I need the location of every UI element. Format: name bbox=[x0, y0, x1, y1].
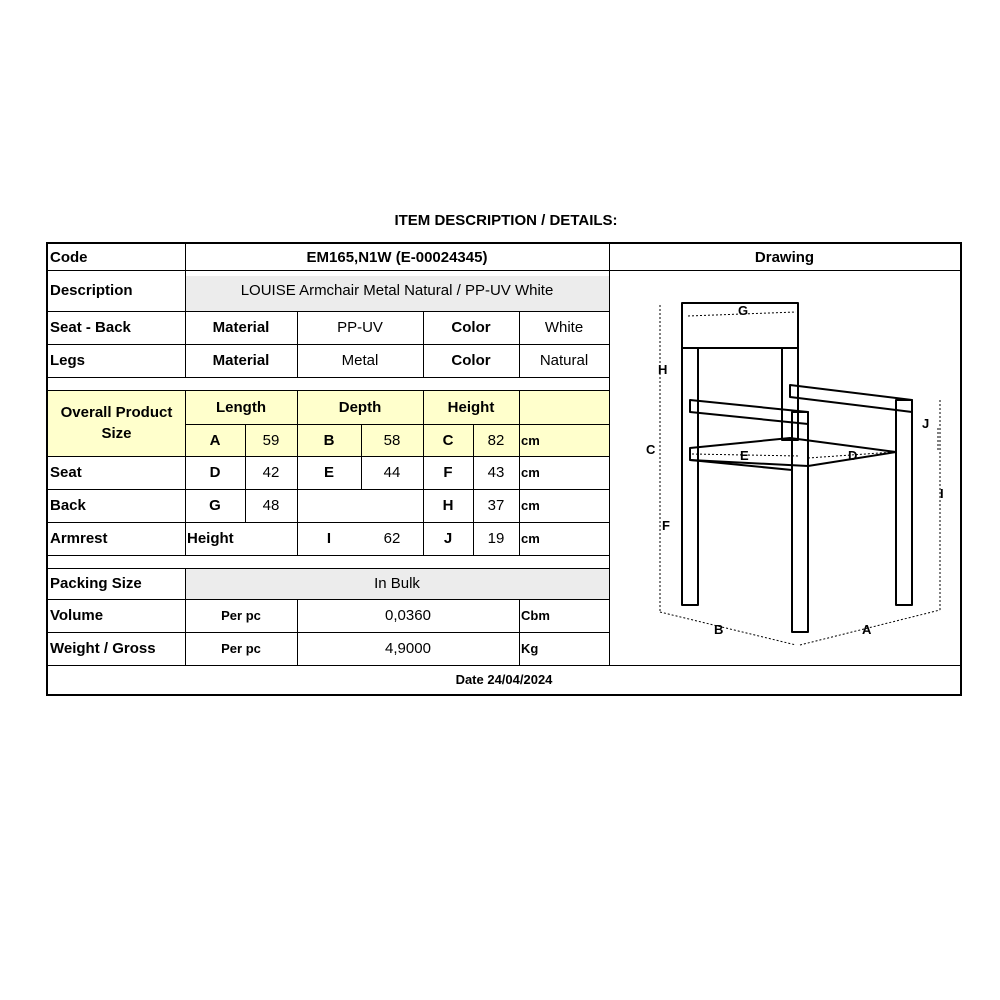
left-armrest bbox=[690, 400, 808, 424]
legs-material: Metal bbox=[341, 352, 379, 369]
front-left-post bbox=[792, 412, 808, 632]
j-letter: J bbox=[443, 530, 453, 547]
j-value: 19 bbox=[487, 530, 505, 547]
h-letter: H bbox=[442, 497, 454, 514]
volume-value: 0,0360 bbox=[385, 607, 431, 624]
seat-back-material-label: Material bbox=[212, 319, 270, 336]
drawing-label-g: G bbox=[738, 303, 749, 318]
g-letter: G bbox=[209, 497, 221, 514]
b-value: 58 bbox=[383, 431, 401, 449]
seat-label: Seat bbox=[50, 464, 82, 481]
seat-unit: cm bbox=[521, 465, 540, 480]
page-title: ITEM DESCRIPTION / DETAILS: bbox=[394, 212, 618, 229]
height-header: Height bbox=[447, 398, 495, 416]
code-label: Code bbox=[50, 248, 88, 266]
packing-label: Packing Size bbox=[50, 575, 142, 592]
drawing-label-d: D bbox=[848, 448, 858, 463]
e-value: 44 bbox=[383, 464, 401, 481]
front-right-post bbox=[896, 400, 912, 605]
overall-size-label-line1: Overall Product bbox=[60, 404, 173, 421]
i-value: 62 bbox=[383, 530, 401, 547]
armrest-height-label: Height bbox=[187, 530, 234, 547]
description-label: Description bbox=[50, 282, 133, 299]
e-letter: E bbox=[323, 464, 334, 481]
code-value: EM165,N1W (E-00024345) bbox=[306, 248, 488, 266]
seat-back-label: Seat - Back bbox=[50, 319, 131, 336]
weight-per: Per pc bbox=[221, 641, 261, 656]
drawing-label-j: J bbox=[922, 416, 930, 431]
volume-unit: Cbm bbox=[521, 608, 550, 623]
overall-unit: cm bbox=[521, 432, 540, 448]
armrest-unit: cm bbox=[521, 531, 540, 546]
drawing-label-h: H bbox=[658, 362, 668, 377]
back-label: Back bbox=[50, 497, 86, 514]
seat-back-color-label: Color bbox=[451, 319, 491, 336]
overall-size-label bbox=[48, 390, 185, 456]
description-value: LOUISE Armchair Metal Natural / PP-UV White bbox=[240, 282, 554, 299]
right-armrest bbox=[790, 385, 912, 412]
b-letter: B bbox=[323, 431, 335, 449]
d-value: 42 bbox=[262, 464, 280, 481]
drawing-label-i: I bbox=[940, 486, 944, 501]
weight-unit: Kg bbox=[521, 641, 539, 656]
legs-color: Natural bbox=[539, 352, 589, 369]
chair-drawing bbox=[612, 272, 958, 660]
seat-back-color: White bbox=[544, 319, 584, 336]
back-unit: cm bbox=[521, 498, 540, 513]
d-letter: D bbox=[209, 464, 221, 481]
g-value: 48 bbox=[262, 497, 280, 514]
legs-label: Legs bbox=[50, 352, 86, 369]
i-letter: I bbox=[326, 530, 332, 547]
a-value: 59 bbox=[262, 431, 280, 449]
armrest-label: Armrest bbox=[50, 530, 108, 547]
drawing-label-f: F bbox=[662, 518, 670, 533]
f-value: 43 bbox=[487, 464, 505, 481]
seat-back-material: PP-UV bbox=[337, 319, 383, 336]
date: Date 24/04/2024 bbox=[455, 672, 553, 687]
drawing-header: Drawing bbox=[754, 248, 815, 266]
overall-size-label-line2: Size bbox=[101, 425, 132, 442]
drawing-label-c: C bbox=[646, 442, 656, 457]
volume-per: Per pc bbox=[221, 608, 261, 623]
depth-header: Depth bbox=[338, 398, 382, 416]
c-value: 82 bbox=[487, 431, 505, 449]
weight-value: 4,9000 bbox=[385, 640, 431, 657]
legs-material-label: Material bbox=[212, 352, 270, 369]
drawing-label-b: B bbox=[714, 622, 724, 637]
length-header: Length bbox=[216, 398, 266, 416]
c-letter: C bbox=[442, 431, 454, 449]
drawing-label-e: E bbox=[740, 448, 749, 463]
volume-label: Volume bbox=[50, 607, 104, 624]
drawing-label-a: A bbox=[862, 622, 872, 637]
legs-color-label: Color bbox=[451, 352, 491, 369]
f-letter: F bbox=[443, 464, 453, 481]
weight-label: Weight / Gross bbox=[50, 640, 156, 657]
packing-value: In Bulk bbox=[374, 575, 420, 592]
a-letter: A bbox=[209, 431, 221, 449]
h-value: 37 bbox=[487, 497, 505, 514]
rear-left-post bbox=[682, 348, 698, 605]
